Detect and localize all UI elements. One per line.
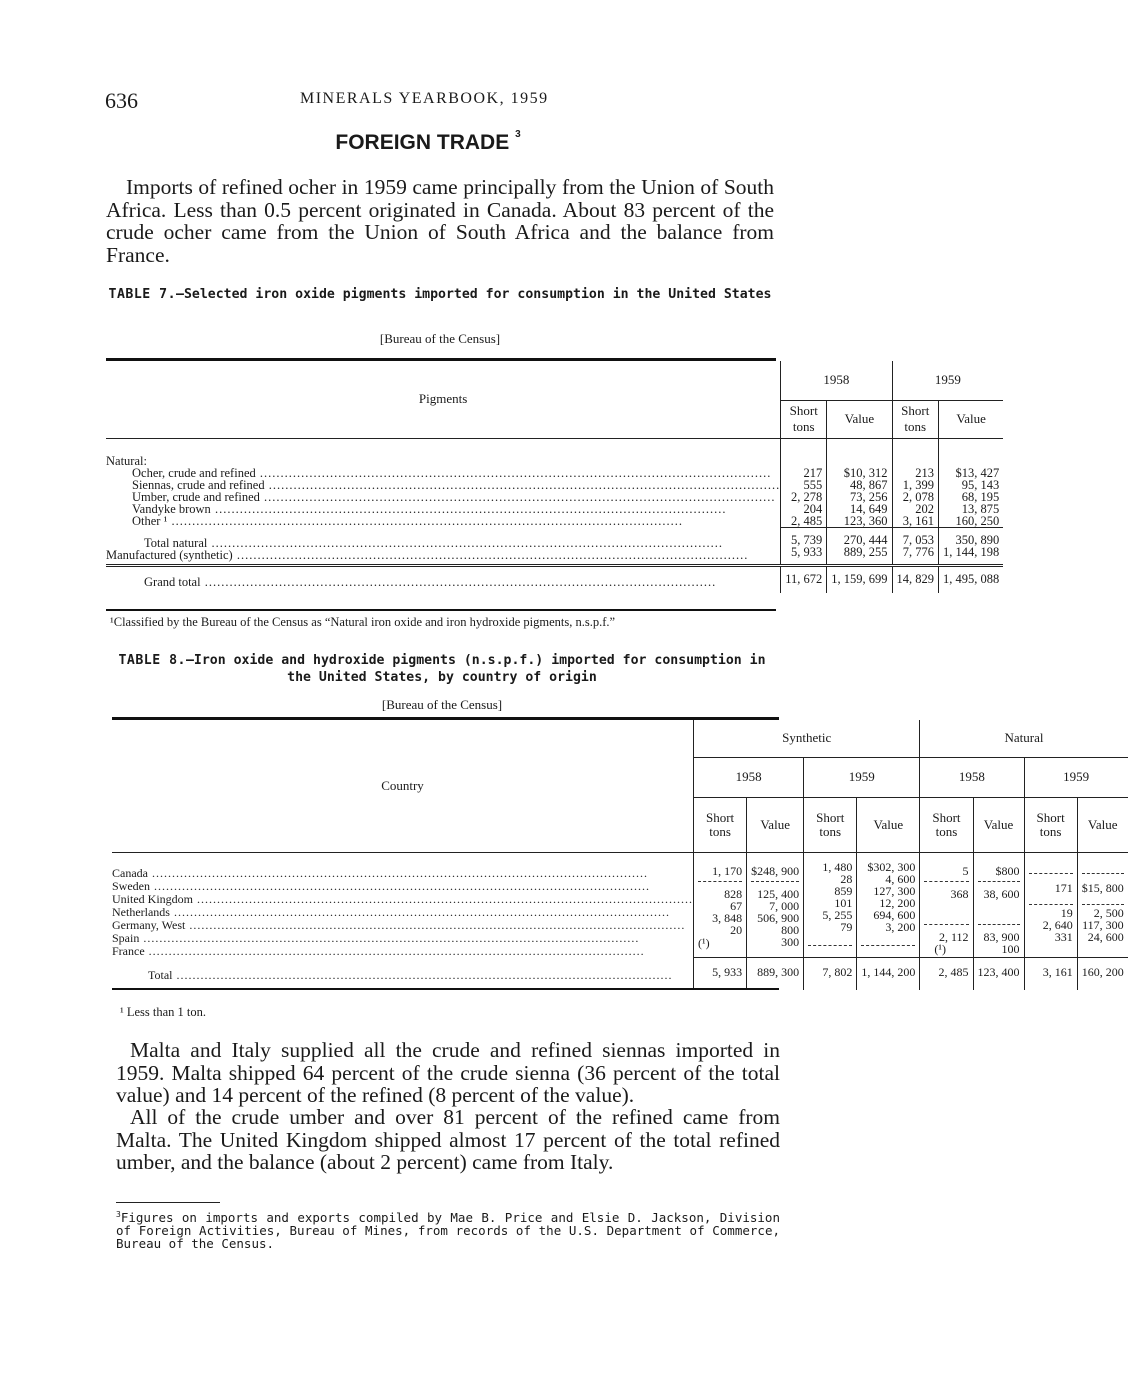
table-cell: 12, 200 bbox=[879, 895, 916, 910]
table8-group-natural: Natural bbox=[920, 720, 1128, 757]
table-cell: 7, 776 bbox=[902, 544, 935, 559]
table7-sub-value: Value bbox=[939, 400, 1004, 438]
table8-col-syn-1958-value bbox=[747, 852, 804, 958]
table8-col-syn-1959-tons bbox=[804, 852, 857, 958]
table7-sub-short-tons: Short tons bbox=[892, 400, 939, 438]
closing-paragraph-2: All of the crude umber and over 81 percent of the refined came from Malta. The United Kingdom shipped almost 17 percent of the total refined umber, and the balance (about 2 percent) came from Italy. bbox=[116, 1105, 780, 1174]
intro-paragraph: Imports of refined ocher in 1959 came principally from the Union of South Africa. Less than 0.5 percent originated in Canada. About 83 percent of the crude ocher came from the Union of South Africa and the balance from France. bbox=[106, 175, 774, 267]
table7-grand-total-label-cell bbox=[106, 565, 781, 593]
table-cell-blank bbox=[1082, 861, 1124, 874]
table7 bbox=[106, 361, 1003, 593]
table7-year-1959: 1959 bbox=[892, 361, 1003, 400]
table-cell: 11, 672 bbox=[781, 565, 827, 593]
table-cell: (¹) bbox=[934, 941, 946, 956]
table-row-label: Siennas, crude and refined ..... bbox=[106, 479, 780, 491]
footnote-rule bbox=[116, 1202, 220, 1203]
table-cell: 125, 400 bbox=[751, 881, 799, 900]
table-cell: 1, 399 bbox=[902, 477, 935, 492]
table-row-label: United Kingdom ..... bbox=[112, 893, 693, 906]
table8-col-syn-1959-value bbox=[857, 852, 920, 958]
table8-year: 1958 bbox=[694, 757, 804, 797]
table-cell-blank bbox=[808, 933, 852, 946]
table-cell: (¹) bbox=[698, 935, 710, 950]
table8-label: TABLE 8. bbox=[118, 653, 186, 668]
table8-sub-value: Value bbox=[857, 797, 920, 852]
table-cell: 38, 600 bbox=[978, 881, 1020, 900]
closing-paragraph-1: Malta and Italy supplied all the crude and refined siennas imported in 1959. Malta shipped 64 percent of the crude sienna (36 percent of the total value) and 14 percent of the refined (8 percent of the value). bbox=[116, 1038, 780, 1107]
table7-manufactured-label: Manufactured (synthetic) ..... bbox=[106, 549, 780, 561]
table-cell: $800 bbox=[995, 863, 1020, 878]
table-row-label: Spain ..... bbox=[112, 932, 693, 945]
table7-total-1959-value bbox=[939, 527, 1004, 565]
table-cell: 3, 200 bbox=[885, 919, 916, 934]
table7-col-1959-tons bbox=[892, 438, 939, 527]
table7-bottom-rule bbox=[106, 609, 776, 611]
table-cell: 19 bbox=[1060, 905, 1073, 920]
table-cell: 1, 495, 088 bbox=[939, 565, 1004, 593]
table-cell: $13, 427 bbox=[955, 465, 1000, 480]
table8-sub-value: Value bbox=[973, 797, 1024, 852]
table-cell: 213 bbox=[915, 465, 935, 480]
table7-footnote: ¹Classified by the Bureau of the Census as “Natural iron oxide and iron hydroxide pigments, n.s.p.f.” bbox=[110, 615, 616, 629]
table-cell: 2, 500 bbox=[1093, 905, 1124, 920]
table8-group-synthetic: Synthetic bbox=[694, 720, 920, 757]
footnote-3 bbox=[116, 1208, 780, 1250]
table-cell: 368 bbox=[924, 881, 968, 900]
page-number: 636 bbox=[105, 88, 138, 113]
table8-year: 1959 bbox=[804, 757, 920, 797]
section-title-footnote-ref: 3 bbox=[515, 129, 521, 140]
table-cell-blank bbox=[1082, 894, 1124, 905]
table8-sub-short-tons: Short tons bbox=[920, 797, 973, 852]
table-row-label: Canada ..... bbox=[112, 867, 693, 880]
table8 bbox=[112, 720, 1128, 990]
table8-col-syn-1958-tons bbox=[694, 852, 747, 958]
table-cell: 2, 078 bbox=[902, 489, 935, 504]
table8-col-nat-1958-value bbox=[973, 852, 1024, 958]
table8-col-nat-1958-tons bbox=[920, 852, 973, 958]
table7-caption bbox=[106, 286, 774, 303]
table7-col-pigments: Pigments bbox=[106, 361, 781, 438]
table-cell: 20 bbox=[730, 922, 743, 937]
running-head: MINERALS YEARBOOK, 1959 bbox=[300, 90, 549, 107]
table-cell: 4, 600 bbox=[885, 871, 916, 886]
table-cell: 506, 900 bbox=[757, 910, 800, 925]
table7-sub-value: Value bbox=[827, 400, 892, 438]
section-title bbox=[0, 131, 856, 155]
table8-col-country: Country bbox=[112, 720, 694, 852]
table-cell: 95, 143 bbox=[961, 477, 1000, 492]
table7-total-natural-label: Total natural ..... bbox=[106, 537, 780, 549]
table-cell: 828 bbox=[698, 881, 742, 900]
table-cell: 171 bbox=[1054, 880, 1073, 895]
table-cell: 204 bbox=[803, 501, 823, 516]
table-cell: $302, 300 bbox=[867, 859, 916, 874]
table8-sub-value: Value bbox=[1077, 797, 1128, 852]
table-cell: 5, 255 bbox=[822, 907, 853, 922]
table-cell: 83, 900 bbox=[983, 929, 1020, 944]
table-row-label: Ocher, crude and refined ..... bbox=[106, 467, 780, 479]
table-cell: 123, 400 bbox=[973, 958, 1024, 990]
table-cell: 217 bbox=[803, 465, 823, 480]
table-cell: 160, 200 bbox=[1077, 958, 1128, 990]
table8-year: 1958 bbox=[920, 757, 1024, 797]
table7-total-1959-tons bbox=[892, 527, 939, 565]
table-cell: 101 bbox=[834, 895, 853, 910]
table-row-label: Other ¹ ..... bbox=[106, 515, 780, 527]
table-row-label: Germany, West ..... bbox=[112, 919, 693, 932]
table-cell: 14, 829 bbox=[892, 565, 939, 593]
table7-year-1958: 1958 bbox=[781, 361, 892, 400]
table8-sub-short-tons: Short tons bbox=[1024, 797, 1077, 852]
table-cell: 1, 159, 699 bbox=[827, 565, 892, 593]
table7-source: [Bureau of the Census] bbox=[379, 331, 501, 346]
table-cell: 2, 485 bbox=[920, 958, 973, 990]
table-cell: 68, 195 bbox=[961, 489, 1000, 504]
table-cell: 7, 000 bbox=[769, 898, 800, 913]
table-cell: 859 bbox=[834, 883, 853, 898]
table-cell: 13, 875 bbox=[961, 501, 1000, 516]
table7-label: TABLE 7. bbox=[108, 287, 177, 302]
table-row-label: France ..... bbox=[112, 945, 693, 958]
table-cell: 79 bbox=[840, 919, 853, 934]
table8-caption bbox=[106, 652, 778, 686]
table-cell: 270, 444 bbox=[843, 532, 888, 547]
table7-title: —Selected iron oxide pigments imported for consumption in the United States bbox=[176, 287, 772, 302]
table8-row-labels bbox=[112, 852, 694, 958]
table-cell: 123, 360 bbox=[843, 513, 888, 528]
footnote-3-marker: 3 bbox=[116, 1210, 121, 1219]
table-cell: 300 bbox=[781, 934, 800, 949]
table-cell: 28 bbox=[840, 871, 853, 886]
table8-title: —Iron oxide and hydroxide pigments (n.s.p.f.) imported for consumption in the United States, by country of origin bbox=[185, 653, 766, 685]
table-cell: 5, 739 bbox=[791, 532, 823, 547]
table-cell: 1, 144, 198 bbox=[943, 544, 1000, 559]
table7-total-1958-tons bbox=[781, 527, 827, 565]
table7-col-1958-value bbox=[827, 438, 892, 527]
table8-sub-value: Value bbox=[747, 797, 804, 852]
table8-bottom-rule bbox=[112, 988, 779, 990]
table-cell-blank bbox=[924, 900, 968, 925]
table-cell: 694, 600 bbox=[873, 907, 916, 922]
table8-col-nat-1959-tons bbox=[1024, 852, 1077, 958]
table-cell: 331 bbox=[1054, 929, 1073, 944]
table-cell: 800 bbox=[781, 922, 800, 937]
table-cell: 3, 161 bbox=[902, 513, 935, 528]
table-cell-blank bbox=[978, 900, 1020, 925]
table-row-label: Netherlands ..... bbox=[112, 906, 693, 919]
table-cell: 160, 250 bbox=[955, 513, 1000, 528]
table7-total-1958-value bbox=[827, 527, 892, 565]
table-row-label: Vandyke brown ..... bbox=[106, 503, 780, 515]
table-cell-blank bbox=[1029, 861, 1073, 874]
table-cell: 2, 485 bbox=[791, 513, 823, 528]
table7-col-1958-tons bbox=[781, 438, 827, 527]
table-cell: 67 bbox=[730, 898, 743, 913]
table7-group-natural: Natural: bbox=[106, 453, 147, 468]
table8-sub-short-tons: Short tons bbox=[694, 797, 747, 852]
table-cell: $15, 800 bbox=[1081, 880, 1124, 895]
table-cell: 127, 300 bbox=[873, 883, 916, 898]
table-cell: $248, 900 bbox=[751, 863, 800, 878]
table-cell: 3, 161 bbox=[1024, 958, 1077, 990]
table-cell: 14, 649 bbox=[850, 501, 888, 516]
table-cell: 1, 144, 200 bbox=[857, 958, 920, 990]
table-cell: 555 bbox=[803, 477, 823, 492]
table-cell: 5, 933 bbox=[791, 544, 823, 559]
table-row-label: Umber, crude and refined ..... bbox=[106, 491, 780, 503]
table-cell: 7, 802 bbox=[804, 958, 857, 990]
table8-total-label: Total ..... bbox=[148, 968, 693, 983]
table-cell-blank bbox=[861, 933, 915, 946]
table8-year: 1959 bbox=[1024, 757, 1128, 797]
section-title-text: FOREIGN TRADE bbox=[335, 131, 510, 154]
table-cell: 350, 890 bbox=[955, 532, 1000, 547]
table-cell: 2, 112 bbox=[938, 929, 969, 944]
table8-sub-short-tons: Short tons bbox=[804, 797, 857, 852]
table-cell: 2, 640 bbox=[1042, 917, 1073, 932]
table7-grand-total-label: Grand total ..... bbox=[144, 575, 780, 590]
table-cell: 2, 278 bbox=[791, 489, 823, 504]
table-cell: 24, 600 bbox=[1087, 929, 1124, 944]
table-cell: 889, 255 bbox=[843, 544, 888, 559]
table-cell: 3, 848 bbox=[712, 910, 743, 925]
table-cell: 73, 256 bbox=[850, 489, 888, 504]
table-cell: 7, 053 bbox=[902, 532, 935, 547]
table-cell: $10, 312 bbox=[843, 465, 888, 480]
table8-col-nat-1959-value bbox=[1077, 852, 1128, 958]
table-cell: 5, 933 bbox=[694, 958, 747, 990]
table7-row-labels bbox=[106, 438, 781, 527]
table-row-label: Sweden ..... bbox=[112, 880, 693, 893]
table-cell: 100 bbox=[1001, 941, 1020, 956]
table-cell: 889, 300 bbox=[747, 958, 804, 990]
table-cell: 117, 300 bbox=[1082, 917, 1124, 932]
table-cell: 48, 867 bbox=[850, 477, 888, 492]
table7-total-labels bbox=[106, 527, 781, 565]
table8-footnote: ¹ Less than 1 ton. bbox=[120, 1005, 207, 1019]
table8-total-label-cell bbox=[112, 958, 694, 990]
table-cell: 1, 480 bbox=[822, 859, 853, 874]
table-cell-blank bbox=[1029, 894, 1073, 905]
table-cell: 202 bbox=[915, 501, 935, 516]
table8-source: [Bureau of the Census] bbox=[381, 697, 503, 712]
table-cell: 5 bbox=[962, 863, 969, 878]
footnote-3-text: Figures on imports and exports compiled by Mae B. Price and Elsie D. Jackson, Division of Foreign Activities, Bureau of Mines, from records of the U.S. Department of Commerce, Bureau of the Census. bbox=[116, 1210, 780, 1252]
table7-sub-short-tons: Short tons bbox=[781, 400, 827, 438]
table-cell: 1, 170 bbox=[712, 863, 743, 878]
table7-col-1959-value bbox=[939, 438, 1004, 527]
